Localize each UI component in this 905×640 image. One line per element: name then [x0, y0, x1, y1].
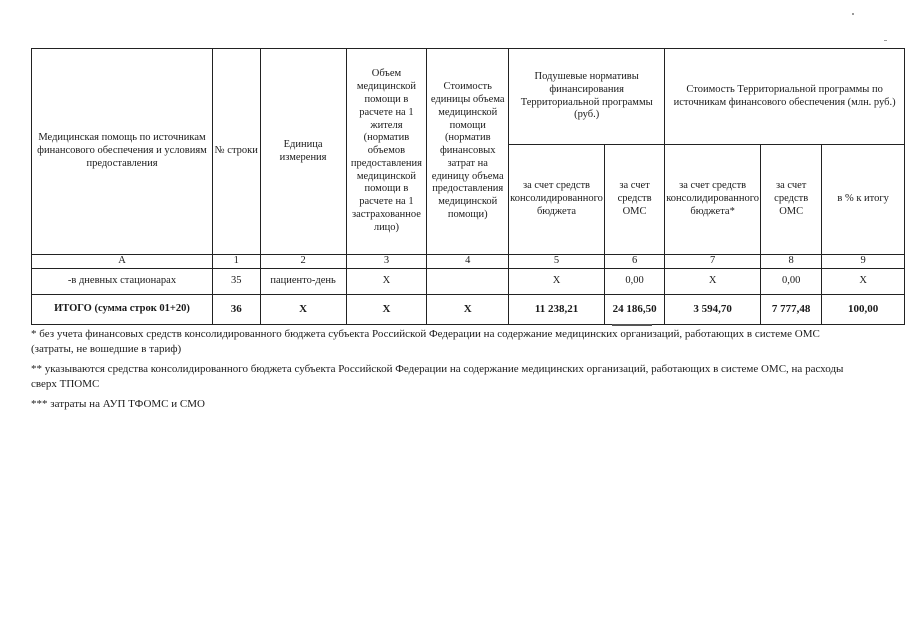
row-value: Х [665, 269, 761, 295]
row-value: Х [509, 269, 605, 295]
header-cell-7: за счет средств консолидированного бюджета* [665, 145, 761, 255]
index-cell: 5 [509, 255, 605, 269]
scan-speck [884, 40, 887, 41]
row-value: Х [346, 295, 427, 325]
header-cell-unit: Единица измерения [260, 49, 346, 255]
row-value: 0,00 [761, 269, 822, 295]
header-cell-line-number: № строки [212, 49, 260, 255]
row-value: 24 186,50 [604, 295, 664, 325]
header-cell-volume: Объем медицинской помощи в расчете на 1 жителя (норматив объемов предоставления медицинской помощи в расчете на 1 застрахованное лицо) [346, 49, 427, 255]
scan-speck [852, 13, 854, 15]
header-group-per-capita: Подушевые нормативы финансирования Территориальной программы (руб.) [509, 49, 665, 145]
index-cell: 2 [260, 255, 346, 269]
financing-table [31, 48, 905, 325]
header-cell-unit-cost: Стоимость единицы объема медицинской помощи (норматив финансовых затрат на единицу объема предоставления медицинской помощи) [427, 49, 509, 255]
footnote-3: *** затраты на АУП ТФОМС и СМО [31, 397, 205, 410]
row-value: Х [822, 269, 905, 295]
table-total-row [32, 295, 905, 325]
header-cell-9: в % к итогу [822, 145, 905, 255]
index-cell: 1 [212, 255, 260, 269]
index-cell: 6 [604, 255, 664, 269]
footnote-1: * без учета финансовых средств консолидированного бюджета субъекта Российской Федерации на содержание медицинских организаций, работающих в системе ОМС (затраты, не вошедшие в тариф) [31, 328, 820, 356]
row-value: Х [346, 269, 427, 295]
header-cell-8: за счет средств ОМС [761, 145, 822, 255]
header-cell-a: Медицинская помощь по источникам финансового обеспечения и условиям предоставления [32, 49, 213, 255]
index-cell: 3 [346, 255, 427, 269]
scan-ink-mark [612, 324, 652, 326]
row-unit: пациенто-день [260, 269, 346, 295]
row-value: 7 777,48 [761, 295, 822, 325]
row-value: 100,00 [822, 295, 905, 325]
row-name: -в дневных стационарах [32, 269, 213, 295]
table-header-row [32, 49, 905, 145]
table-row [32, 269, 905, 295]
column-index-row [32, 255, 905, 269]
row-line-number: 36 [212, 295, 260, 325]
header-cell-5: за счет средств консолидированного бюджета [509, 145, 605, 255]
row-unit: Х [260, 295, 346, 325]
index-cell: 9 [822, 255, 905, 269]
index-cell: А [32, 255, 213, 269]
index-cell: 8 [761, 255, 822, 269]
row-line-number: 35 [212, 269, 260, 295]
index-cell: 7 [665, 255, 761, 269]
header-group-program-cost: Стоимость Территориальной программы по источникам финансового обеспечения (млн. руб.) [665, 49, 905, 145]
row-value: 11 238,21 [509, 295, 605, 325]
row-name: ИТОГО (сумма строк 01+20) [32, 295, 213, 325]
index-cell: 4 [427, 255, 509, 269]
footnote-2: ** указываются средства консолидированного бюджета субъекта Российской Федерации на содержание медицинских организаций, работающих в системе ОМС, на расходы сверх ТПОМС [31, 362, 844, 391]
row-value: Х [427, 295, 509, 325]
row-value: 3 594,70 [665, 295, 761, 325]
header-cell-6: за счет средств ОМС [604, 145, 664, 255]
row-value: 0,00 [604, 269, 664, 295]
row-value [427, 269, 509, 295]
footnotes [31, 327, 861, 412]
